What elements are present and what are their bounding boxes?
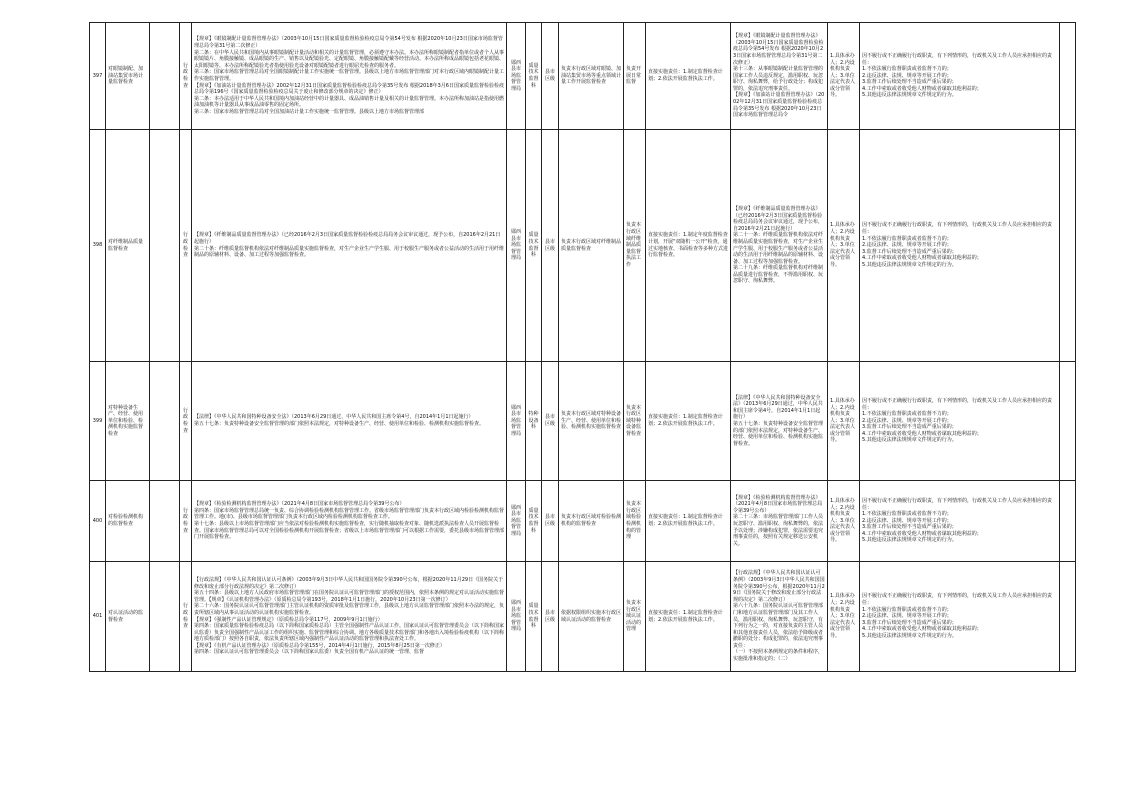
text-line: 【规章】《有机产品认证管理办法》（原质检总局令第155号，2014年4月1日施行，2015年8月25日第一次修正）: [194, 642, 445, 649]
text-line: 3.监督工作后续处理不当造成严重后果的；: [862, 79, 957, 86]
text-line: 第五十七条：负责特种设备安全监督管理的部门依照本法规定，对特种设备生产、经营、使用单位和检验、检测机构实施监督检查。: [733, 421, 824, 447]
responsibility-cell: 负责本行政区域对检验检测机构的监督检查: [559, 481, 624, 562]
text-line: 3.监督工作后续处理不当造成严重后果的；: [862, 424, 957, 431]
duty-chain-cell: 1.具体承办人；2.内设机构负责人；3.单位法定代表人或分管领导。: [828, 362, 860, 481]
duties-cell: 直接实施责任：1.制定年度监督检查计划，开展"双随机一公开"检查，通过实地核查、书面检查等多种方式进行监督检查。: [646, 130, 731, 362]
text-line: 第二条：本办法适用于中华人民共和国境内加油站经营中的计量器具、成品油销售计量及相关的计量监督管理。本办法所称加油站是指使用燃油加油机等计量器具从事成品油零售的固定场所。: [194, 95, 505, 109]
text-line: 因不履行或不正确履行行政职责，有下列情形的，行政机关及工作人员应承担相应的责任：: [862, 52, 1053, 66]
liability-basis-cell: [731, 362, 828, 481]
category-cell: 行政检查: [180, 130, 192, 362]
department-cell: 郧西县市场监督管理局: [507, 562, 526, 672]
empty-cell: [150, 23, 180, 130]
text-line: 2.违反法律、法规、规章等开展工作的；: [862, 613, 952, 620]
table-row: [90, 362, 1076, 481]
office-cell: 质量技术监督科: [526, 481, 542, 562]
row-number: 400: [90, 481, 106, 562]
empty-cell: [1060, 23, 1076, 130]
text-line: 2.违反法律、法规、规章等开展工作的；: [862, 72, 952, 79]
table-row: [90, 23, 1076, 130]
row-number: 399: [90, 362, 106, 481]
duties-cell: 直接实施责任：1.制定监督检查计划；2.依法开展监督执法工作。: [646, 562, 731, 672]
text-line: 【规章】《纤维制品质量监督管理办法》（已经2016年2月3日国家质量监督检验检疫总局局务会议审议通过，现予公布，自2016年2月21日起施行）: [733, 205, 824, 232]
subject-cell: 负责本行政区域特种设备监督检查: [624, 362, 646, 481]
subject-cell: 负责本行政区域纤维制品质量监督执法工作: [624, 130, 646, 362]
accountability-cell: [860, 481, 1060, 562]
empty-cell: [1060, 130, 1076, 362]
text-line: 【法律】《中华人民共和国特种设备安全法》（2013年6月29日通过，中华人民共和国主席令第4号，自2014年1月1日起施行）: [733, 394, 823, 421]
department-cell: 郧西县市场监督管理局: [507, 481, 526, 562]
row-number: 401: [90, 562, 106, 672]
item-name: 对眼镜制配、加油站集贸市场计量监督检查: [106, 23, 150, 130]
text-line: 【规章】《加油站计量监督管理办法》（2002年12月31日国家质量监督检验检疫总局令第35号发布 根据2020年10月23日国家市场监督管理总局令: [733, 92, 825, 119]
category-cell: 行政检查: [180, 481, 192, 562]
text-line: 第二十六条：国务院认证认可监督管理部门主管认证机构的资质审批及监督管理工作，县级以上地方认证监督管理部门依照本办法的规定，负责所辖区域内从事认证活动的认证机构实施监督检查。: [194, 603, 505, 616]
text-line: 第四条：国家认证认可监督管理委员会（以下简称国家认监委）负责全国有机产品认证的统一管理、监督: [194, 649, 425, 656]
category-cell: 行政检查: [180, 562, 192, 672]
text-line: 因不履行或不正确履行行政职责，有下列情形的，行政机关及工作人员应承担相应的责任：: [862, 593, 1053, 607]
duties-cell: 直接实施责任：1.制定监督检查计划；2.依法开展监督执法工作。: [646, 481, 731, 562]
item-name: 对认证活动的监督检查: [106, 562, 150, 672]
text-line: （一）不按照本条例规定的条件和程序，实施批准和指定的；（二）: [733, 649, 824, 663]
duty-chain-cell: 1.具体承办人；2.内设机构负责人；3.单位法定代表人或分管领导。: [828, 23, 860, 130]
liability-basis-cell: [731, 481, 828, 562]
department-cell: 郧西县市场监督管理局: [507, 23, 526, 130]
text-line: 因不履行或不正确履行行政职责，有下列情形的，行政机关及工作人员应承担相应的责任：: [862, 397, 1053, 411]
text-line: 5.其他违反法律法规规章文件规定的行为。: [862, 261, 957, 268]
empty-cell: [1060, 562, 1076, 672]
text-line: 2.违反法律、法规、规章等开展工作的；: [862, 517, 952, 524]
row-number: 397: [90, 23, 106, 130]
text-line: 第二十一条：纤维质量监督机构依法对纤维制品质量实施监督检查，对生产企业生产学生服、用于校服生产服务或者公益活动的生活用于用纤维制品的原辅材料、设备、加工过程等加强监督检查。: [733, 232, 824, 265]
text-line: 1.不依法履行监督职责或者监督不力的；: [862, 66, 952, 73]
text-line: 第二十条：纤维质量监督机构依法对纤维制品质量实施监督检查，对生产企业生产学生服、用于校服生产服务或者公益活动的生活用于用纤维制品的原辅材料、设备、加工过程等加强监督检查。: [194, 245, 505, 259]
duty-chain-cell: 1.具体承办人；2.内设机构负责人；3.单位法定代表人或分管领导。: [828, 130, 860, 362]
text-line: 第五十四条：县级以上地方人民政府市场监督管理部门在国务院认证认可监督管理部门的授权范围内，依照本条例的规定对认证活动实施监督管理。【规章】《认证机构管理办法》（原质检总局令第193号，2018年1月1日施行，2020年10月23日第一次修订）: [194, 590, 505, 603]
responsibility-cell: 负责本行政区域对特种设备生产、经营、使用单位和检验、检测机构实施监督检查: [559, 362, 624, 481]
text-line: 因不履行或不正确履行行政职责，有下列情形的，行政机关及工作人员应承担相应的责任：: [862, 497, 1053, 511]
text-line: 【规章】《检验检测机构监督管理办法》（2021年4月8日国家市场监督管理总局令第39号公布）: [733, 494, 823, 514]
text-line: 1.不依法履行监督职责或者监督不力的；: [862, 606, 952, 613]
text-line: 第三条：国家市场监督管理总局对全国眼镜制配计量工作实施统一监督管理。县级以上地方市场监督管理部门对本行政区域内眼镜制配计量工作实施监督管理。: [194, 69, 505, 82]
department-cell: 郧西县市场监督管理局: [507, 130, 526, 362]
subject-cell: 负责开展日常监督: [624, 23, 646, 130]
legal-basis-cell: [192, 130, 507, 362]
responsibility-cell: 依据权限组织实施本行政区域认证活动的监督检查: [559, 562, 624, 672]
text-line: 【规章】《检验检测机构监督管理办法》（2021年4月8日国家市场监督管理总局令第39号公布）: [194, 501, 405, 508]
text-line: 第六十九条：国务院认证认可监督管理部门和地方认证监督管理部门及其工作人员，滥用职权、徇私舞弊、玩忽职守，有下列行为之一的，对直接负责的主管人员和其他直接责任人员，依法给予降级或者撤职的处分；构成犯罪的，依法追究刑事责任：: [733, 603, 824, 649]
level-cell: 县市区级: [542, 562, 559, 672]
level-cell: 县市区级: [542, 481, 559, 562]
empty-cell: [1060, 362, 1076, 481]
accountability-cell: [860, 23, 1060, 130]
text-line: 3.监督工作后续处理不当造成严重后果的；: [862, 524, 957, 531]
text-line: 2.违反法律、法规、规章等开展工作的；: [862, 242, 952, 249]
text-line: 第四条：国家市场监督管理总局统一负责、综合协调检验检测机构监督管理工作。省级市场监督管理部门负责本行政区域内检验检测机构监督管理工作。地(市)、县级市场监督管理部门负责本行政区域内检验检测机构监督检查工作。: [194, 507, 505, 521]
duty-chain-cell: 1.具体承办人；2.内设机构负责人；3.单位法定代表人或分管领导。: [828, 481, 860, 562]
text-line: 2.违反法律、法规、规章等开展工作的；: [862, 417, 952, 424]
text-line: 第三条：国家市场监督管理总局对全国加油站计量工作实施统一监督管理。县级以上地方市场监督管理部: [194, 108, 425, 115]
text-line: 第二条：在中华人民共和国境内从事眼镜制配计量活动和相关的计量监督管理，必须遵守本办法。本办法所称眼镜制配者指单位或者个人从事眼镜镜片、角膜接触镜、成品眼镜的生产、销售以及配镜验光、定配眼镜、角膜接触镜配戴等经营活动。本办法所称成品眼镜包括老花眼镜、太阳眼镜等。本办法所称配镜验光者指使用验光设备对眼镜配镜者进行眼屈光检查的服务者。: [194, 49, 505, 69]
accountability-cell: [860, 362, 1060, 481]
empty-cell: [150, 362, 180, 481]
table-row: [90, 562, 1076, 672]
liability-basis-cell: [731, 130, 828, 362]
responsibility-cell: 负责本行政区域对纤维制品质量监督检查: [559, 130, 624, 362]
text-line: 5.其他违反法律法规规章文件规定的行为。: [862, 92, 957, 99]
category-cell: 行政检查: [180, 362, 192, 481]
text-line: 【规章】《纤维制品质量监督管理办法》（已经2016年2月3日国家质量监督检验检疫总局局务会议审议通过，现予公布，自2016年2月21日起施行）: [194, 232, 501, 245]
text-line: 【行政法规】《中华人民共和国认证认可条例》（2003年9月3日中华人民共和国国务院令第390号公布，根据2020年11月29日《国务院关于修改和废止部分行政法规的决定》第二次修订）: [194, 576, 504, 590]
text-line: 第十三条：从事眼镜制配计量监督管理的国家工作人员违反规定，滥用职权、玩忽职守、徇私舞弊，给予行政处分；构成犯罪的，依法追究刑事责任。: [733, 66, 824, 92]
table-body: [90, 23, 1076, 672]
text-line: 4.工作中索取或者收受他人财物或者谋取其他利益的；: [862, 85, 982, 92]
liability-basis-cell: [731, 23, 828, 130]
empty-cell: [150, 562, 180, 672]
text-line: 第十七条：县级以上市场监督管理部门应当依法对检验检测机构实施监督检查，实行随机抽取检查对象、随机选派执法检查人员开展监督检查。国家市场监督管理总局可以对全国检验检测机构开展监督检查；省级以上市场监督管理部门可以根据工作需要，委托县级市场监督管理部门开展监督检查。: [194, 521, 505, 541]
text-line: 4.工作中索取或者收受他人财物或者谋取其他利益的；: [862, 626, 982, 633]
responsibility-cell: 负责本行政区域对眼镜、加油站集贸市场等重点领域计量工作开展监督检查: [559, 23, 624, 130]
text-line: 【规章】《加油站计量监督管理办法》2002年12月31日国家质量监督检验检疫总局令第35号发布 根据2018年3月6日国家质量监督检验检疫总局令第196号《国家质量监督检验检疫总局关于废止和修改部分规章的决定》修正）: [194, 82, 504, 96]
office-cell: 质量技术监督科: [526, 562, 542, 672]
subject-cell: 负责本行政区域认证活动的管理: [624, 562, 646, 672]
legal-basis-cell: [192, 23, 507, 130]
text-line: 4.工作中索取或者收受他人财物或者谋取其他利益的；: [862, 530, 982, 537]
text-line: 【规章】《眼镜制配计量监督管理办法》（2003年10月15日国家质量监督检验检疫总局令第54号发布 根据2020年10月23日国家市场监督管理总局令第31号第二次修正）: [194, 36, 503, 50]
accountability-cell: [860, 562, 1060, 672]
level-cell: 县市区级: [542, 362, 559, 481]
duties-cell: 直接实施责任：1.制定监督检查计划；2.依法开展监督执法工作。: [646, 23, 731, 130]
table-row: [90, 130, 1076, 362]
text-line: 5.其他违反法律法规规章文件规定的行为。: [862, 437, 957, 444]
text-line: 第四条：国家质量监督检验检疫总局（以下简称国家质检总局）主管全国强制性产品认证工作。国家认证认可监督管理委员会（以下简称国家认监委）负责全国强制性产品认证工作的组织实施、监督管理和综合协调。地方各级质量技术监督部门和各地出入境检验检疫机构（以下简称地方质检部门）按照各自职责，依法负责所辖区域内强制性产品认证活动的监督管理和执法查处工作。: [194, 623, 505, 643]
responsibility-table: [89, 22, 1076, 672]
text-line: 3.监督工作后续处理不当造成严重后果的；: [862, 248, 957, 255]
office-cell: 质量技术监督科: [526, 23, 542, 130]
text-line: 【规章】《眼镜制配计量监督管理办法》（2003年10月15日国家质量监督检验检疫总局令第54号发布 根据2020年10月23日国家市场监督管理总局令第31号第二次修正）: [733, 33, 824, 66]
category-cell: 行政检查: [180, 23, 192, 130]
legal-basis-cell: [192, 362, 507, 481]
row-number: 398: [90, 130, 106, 362]
duties-cell: 直接实施责任：1.制定监督检查计划；2.依法开展监督执法工作。: [646, 362, 731, 481]
liability-basis-cell: [731, 562, 828, 672]
level-cell: 县市区级: [542, 130, 559, 362]
subject-cell: 负责本行政区域检验检测机构的管理: [624, 481, 646, 562]
legal-basis-cell: [192, 481, 507, 562]
text-line: 5.其他违反法律法规规章文件规定的行为。: [862, 537, 957, 544]
office-cell: 特种设备科: [526, 362, 542, 481]
text-line: 【规章】《强制性产品认证管理规定》（原质检总局令第117号，2009年9月1日施行）: [194, 616, 383, 623]
empty-cell: [150, 130, 180, 362]
text-line: 【法律】《中华人民共和国特种设备安全法》（2013年6月29日通过，中华人民共和国主席令第4号，自2014年1月1日起施行）: [194, 414, 474, 421]
duty-chain-cell: 1.具体承办人；2.内设机构负责人；3.单位法定代表人或分管领导。: [828, 562, 860, 672]
text-line: 【行政法规】《中华人民共和国认证认可条例》（2003年9月3日中华人民共和国国务院令第390号公布，根据2020年11月29日《国务院关于修改和废止部分行政法规的决定》第二次修订）: [733, 570, 825, 603]
legal-basis-cell: [192, 562, 507, 672]
office-cell: 质量技术监督科: [526, 130, 542, 362]
table-row: [90, 481, 1076, 562]
text-line: 4.工作中索取或者收受他人财物或者谋取其他利益的；: [862, 430, 982, 437]
text-line: 1.不依法履行监督职责或者监督不力的；: [862, 235, 952, 242]
text-line: 5.其他违反法律法规规章文件规定的行为。: [862, 632, 957, 639]
item-name: 对检验检测机构的监督检查: [106, 481, 150, 562]
item-name: 对特种设备生产、经营、使用单位和检验、检测机构实施监督检查: [106, 362, 150, 481]
level-cell: 县市区级: [542, 23, 559, 130]
accountability-cell: [860, 130, 1060, 362]
department-cell: 郧西县市场监督管理局: [507, 362, 526, 481]
item-name: 对纤维制品质量监督检查: [106, 130, 150, 362]
text-line: 3.监督工作后续处理不当造成严重后果的；: [862, 619, 957, 626]
empty-cell: [150, 481, 180, 562]
text-line: 1.不依法履行监督职责或者监督不力的；: [862, 411, 952, 418]
text-line: 4.工作中索取或者收受他人财物或者谋取其他利益的；: [862, 255, 982, 262]
text-line: 第五十七条：负责特种设备安全监督管理的部门依照本法规定，对特种设备生产、经营、使用单位和检验、检测机构实施监督检查。: [194, 421, 485, 427]
text-line: 第二十九条：纤维质量监督机构对纤维制品质量进行监督检查，不得滥用职权、玩忽职守、徇私舞弊。: [733, 265, 824, 285]
empty-cell: [1060, 481, 1076, 562]
text-line: 1.不依法履行监督职责或者监督不力的；: [862, 511, 952, 518]
text-line: 因不履行或不正确履行行政职责，有下列情形的，行政机关及工作人员应承担相应的责任：: [862, 222, 1053, 236]
text-line: 第二十三条：市场监督管理部门工作人员玩忽职守、滥用职权、徇私舞弊的，依法予以处理；涉嫌构成犯罪，依法需要追究刑事责任的，按照有关规定移送公安机关。: [733, 514, 824, 547]
